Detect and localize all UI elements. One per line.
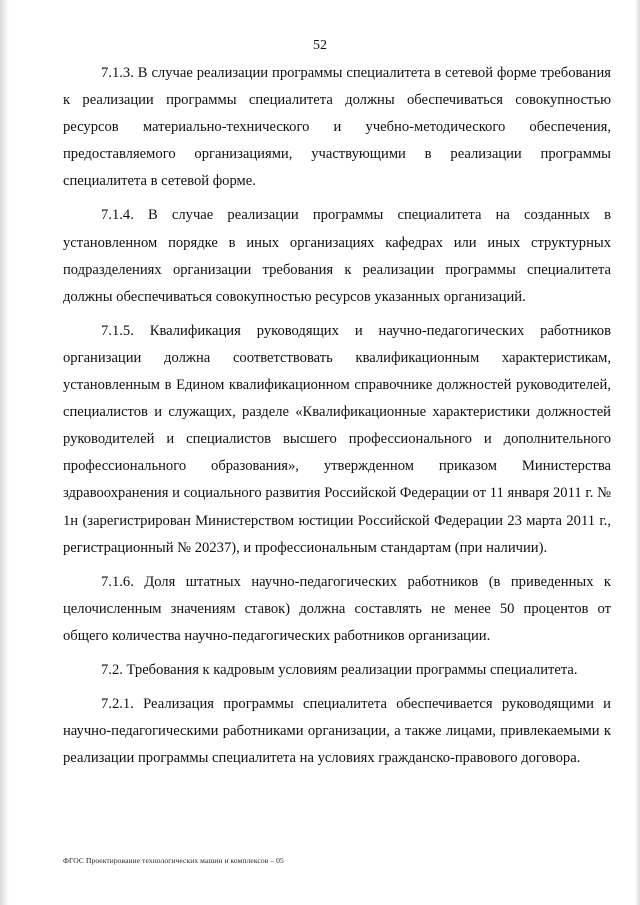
scan-shadow-left: [0, 0, 9, 905]
paragraph-7-2-1: 7.2.1. Реализация программы специалитета обеспечивается руководящими и научно-педагогическими работниками организации, а также лицами, привлекаемыми к реализации программы специалитета на условиях гражданско-правового договора.: [63, 696, 611, 767]
paragraph-7-2: 7.2. Требования к кадровым условиям реализации программы специалитета.: [101, 661, 578, 678]
page-number: 52: [313, 38, 327, 53]
paragraph-7-1-3: 7.1.3. В случае реализации программы специалитета в сетевой форме требования к реализации программы специалитета должны обеспечиваться совокупностью ресурсов материально-технического и учебно-методического обеспечения, предоставляемого организациями, участвующими в реализации программы специалитета в сетевой форме.: [63, 65, 611, 190]
scan-shadow-right: [635, 0, 640, 905]
paragraph-7-1-4: 7.1.4. В случае реализации программы специалитета на созданных в установленном порядке в иных организациях кафедрах или иных структурных подразделениях организации требования к реализации программы специалитета должны обеспечиваться совокупностью ресурсов указанных организаций.: [63, 207, 611, 305]
document-body: [63, 60, 611, 779]
document-footer: ФГОС Проектирование технологических машин и комплексов – 05: [63, 856, 284, 865]
paragraph-7-1-5: 7.1.5. Квалификация руководящих и научно-педагогических работников организации должна соответствовать квалификационным характеристикам, установленным в Едином квалификационном справочнике должностей руководителей, специалистов и служащих, разделе «Квалификационные характеристики должностей руководителей и специалистов высшего профессионального и дополнительного профессионального образования», утвержденном приказом Министерства здравоохранения и социального развития Российской Федерации от 11 января 2011 г. № 1н (зарегистрирован Министерством юстиции Российской Федерации 23 марта 2011 г., регистрационный № 20237), и профессиональным стандартам (при наличии).: [63, 322, 611, 556]
paragraph-7-1-6: 7.1.6. Доля штатных научно-педагогических работников (в приведенных к целочисленным значениям ставок) должна составлять не менее 50 процентов от общего количества научно-педагогических работников организации.: [63, 573, 611, 644]
